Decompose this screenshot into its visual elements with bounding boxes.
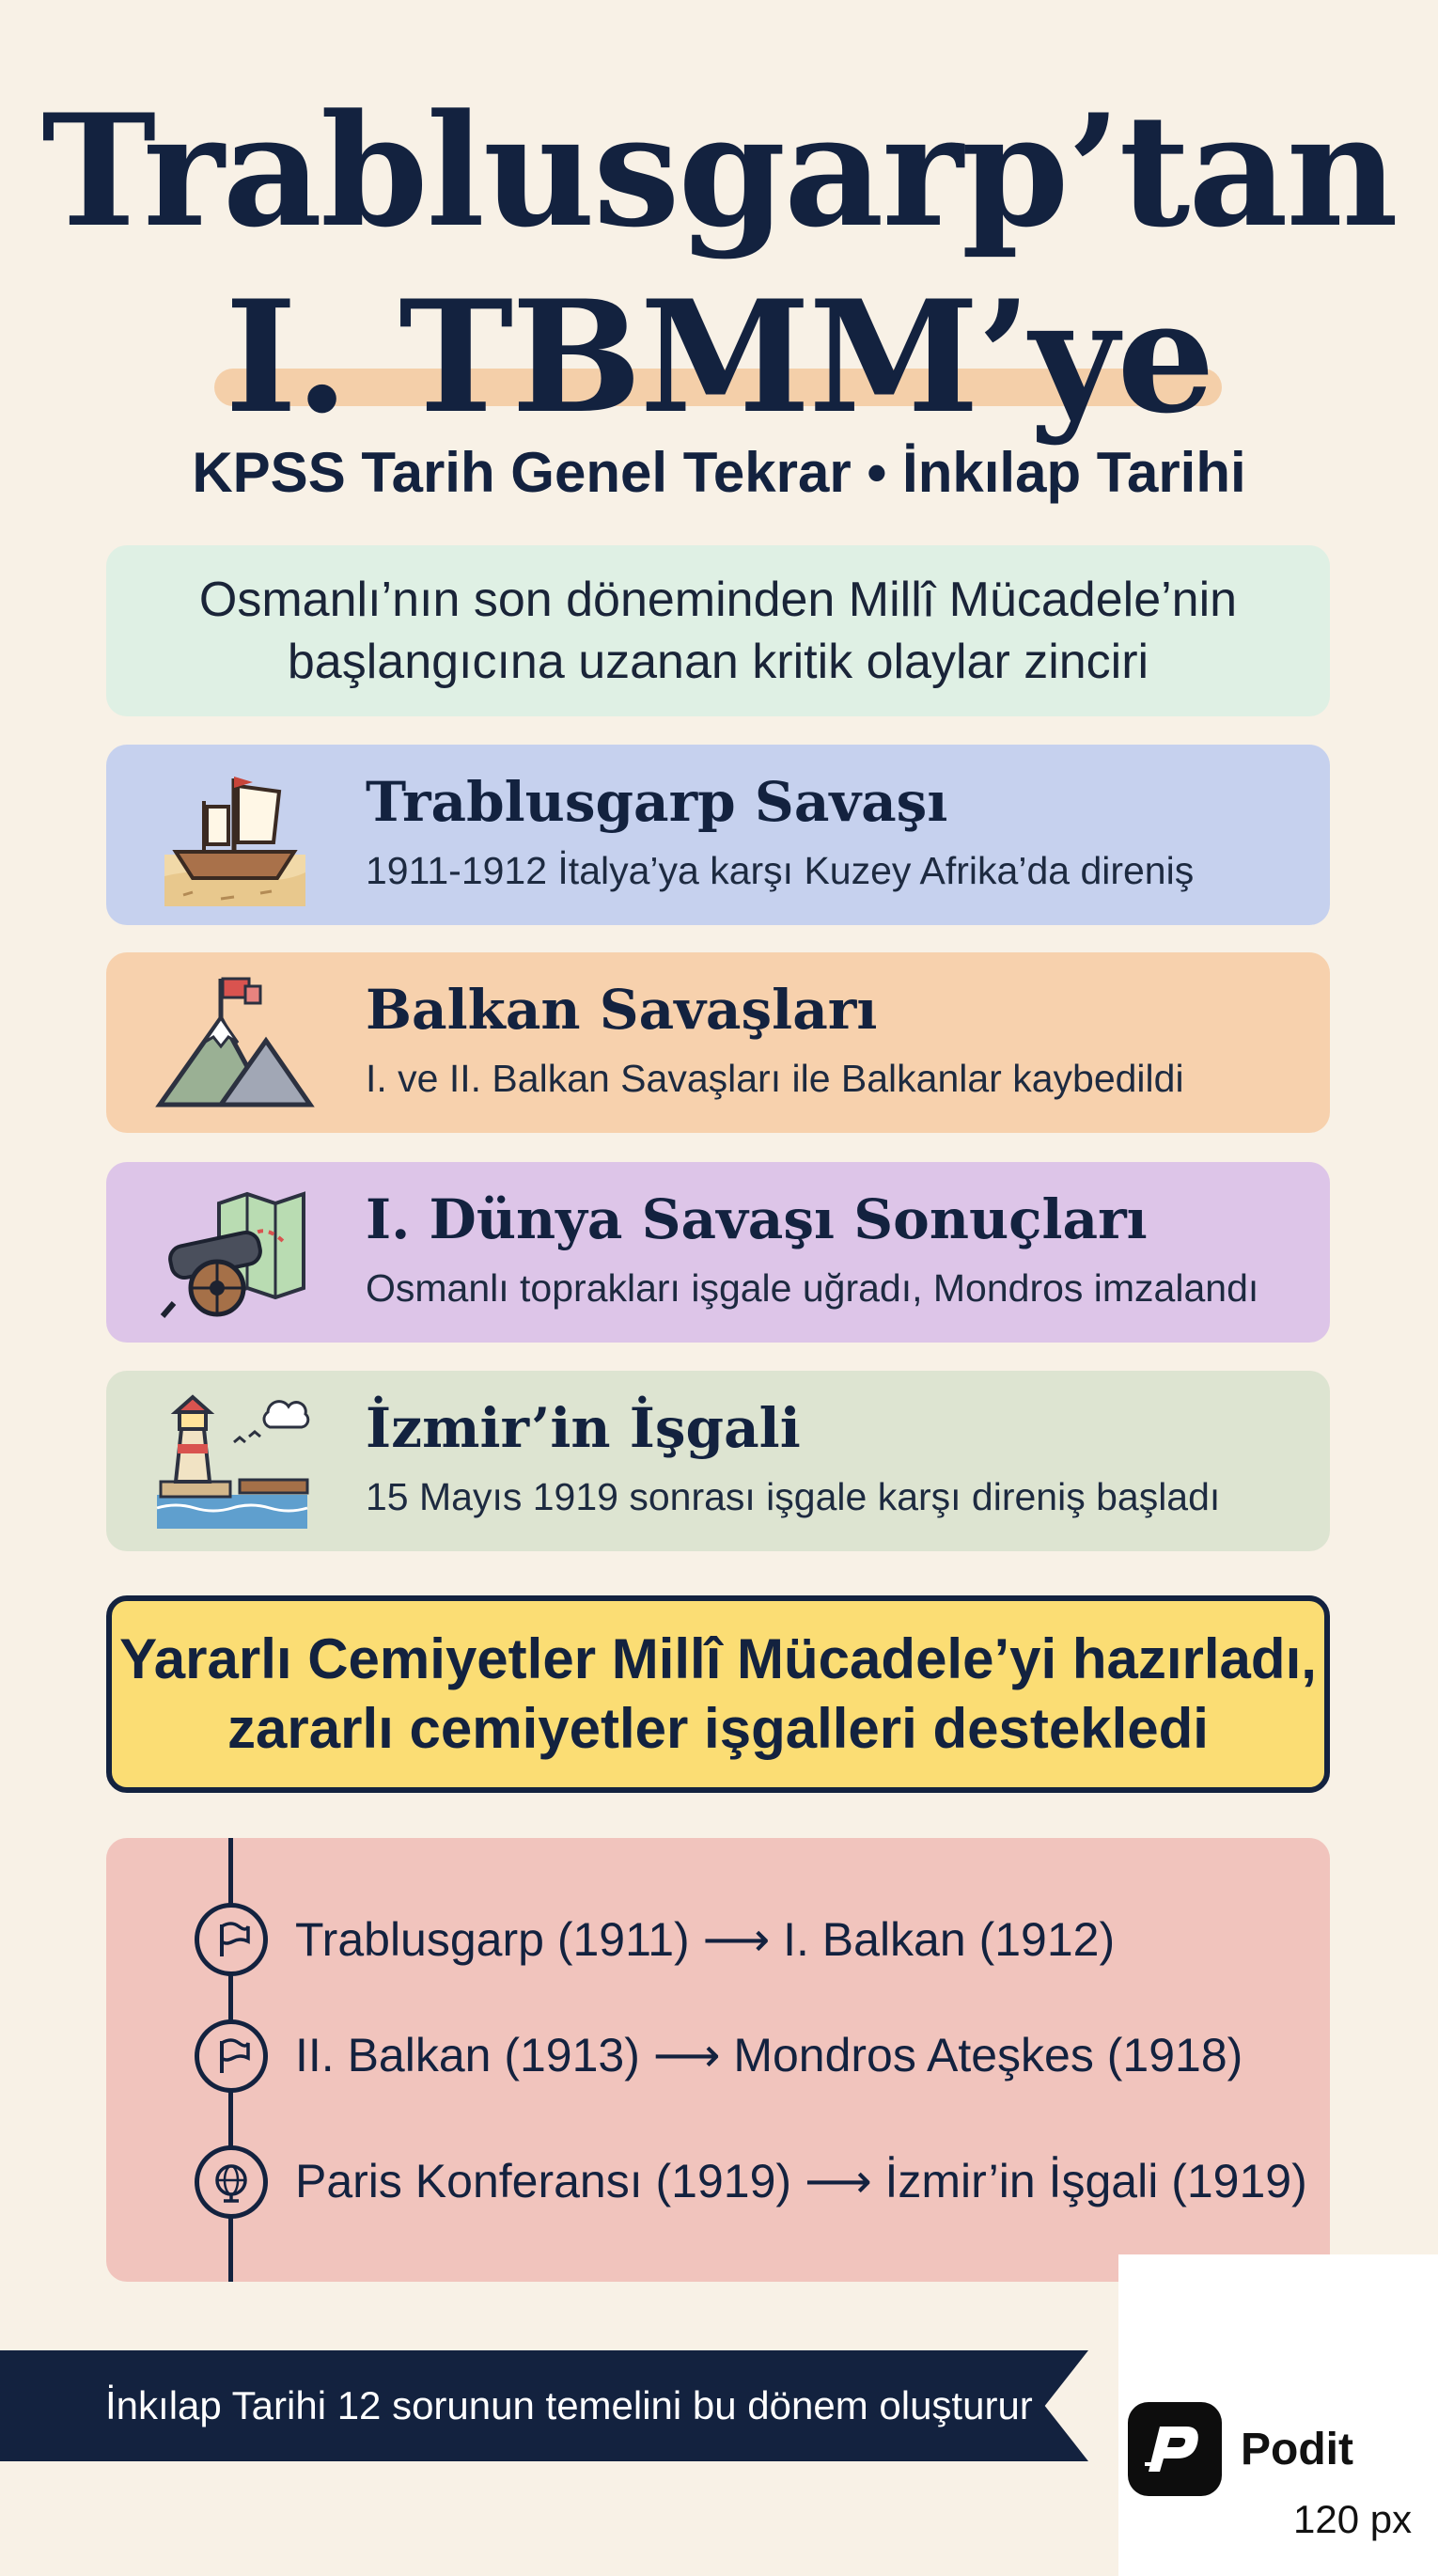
timeline-item: Trablusgarp (1911) ⟶ I. Balkan (1912) <box>295 1913 1116 1966</box>
event-card-ww1 <box>106 1162 1330 1343</box>
brand-name: Podit <box>1241 2425 1353 2474</box>
intro-line1: Osmanlı’nın son döneminden Millî Mücadele’nin <box>198 573 1238 627</box>
event-card-trablusgarp <box>106 745 1330 925</box>
event-card-izmir <box>106 1371 1330 1551</box>
intro-line2: başlangıcına uzanan kritik olaylar zinciri <box>287 635 1149 689</box>
brand-size-label: 120 px <box>1293 2497 1413 2541</box>
timeline-item: II. Balkan (1913) ⟶ Mondros Ateşkes (1918) <box>295 2029 1243 2081</box>
event-title: İzmir’in İşgali <box>366 1396 801 1460</box>
podit-logo-icon <box>1128 2402 1222 2496</box>
page-subtitle: KPSS Tarih Genel Tekrar • İnkılap Tarihi <box>192 441 1246 504</box>
event-description: 1911-1912 İtalya’ya karşı Kuzey Afrika’da direniş <box>366 849 1195 892</box>
highlight-box <box>106 1595 1330 1793</box>
event-card-balkan <box>106 952 1330 1133</box>
globe-icon <box>195 2145 268 2219</box>
footer-text: İnkılap Tarihi 12 sorunun temelini bu dönem oluşturur <box>105 2383 1033 2427</box>
flag-icon <box>195 2019 268 2093</box>
event-description: 15 Mayıs 1919 sonrası işgale karşı direniş başladı <box>366 1475 1221 1518</box>
intro-card <box>106 545 1330 716</box>
flag-icon <box>195 1903 268 1976</box>
event-title: Balkan Savaşları <box>366 978 878 1042</box>
highlight-line2: zararlı cemiyetler işgalleri destekledi <box>227 1697 1209 1760</box>
page-title-line1: Trablusgarp’tan <box>41 80 1397 261</box>
event-title: Trablusgarp Savaşı <box>366 770 948 834</box>
ship-icon <box>155 765 315 906</box>
highlight-line1: Yararlı Cemiyetler Millî Mücadele’yi hazırladı, <box>119 1627 1317 1690</box>
mountain-flag-icon <box>155 973 315 1114</box>
page-title-line2: I. TBMM’ye <box>225 266 1213 448</box>
event-title: I. Dünya Savaşı Sonuçları <box>366 1187 1148 1251</box>
event-description: Osmanlı toprakları işgale uğradı, Mondros imzalandı <box>366 1266 1259 1310</box>
event-description: I. ve II. Balkan Savaşları ile Balkanlar kaybedildi <box>366 1057 1184 1100</box>
timeline-item: Paris Konferansı (1919) ⟶ İzmir’in İşgali (1919) <box>295 2155 1307 2207</box>
lighthouse-harbor-icon <box>155 1391 315 1532</box>
cannon-map-icon <box>155 1183 315 1324</box>
